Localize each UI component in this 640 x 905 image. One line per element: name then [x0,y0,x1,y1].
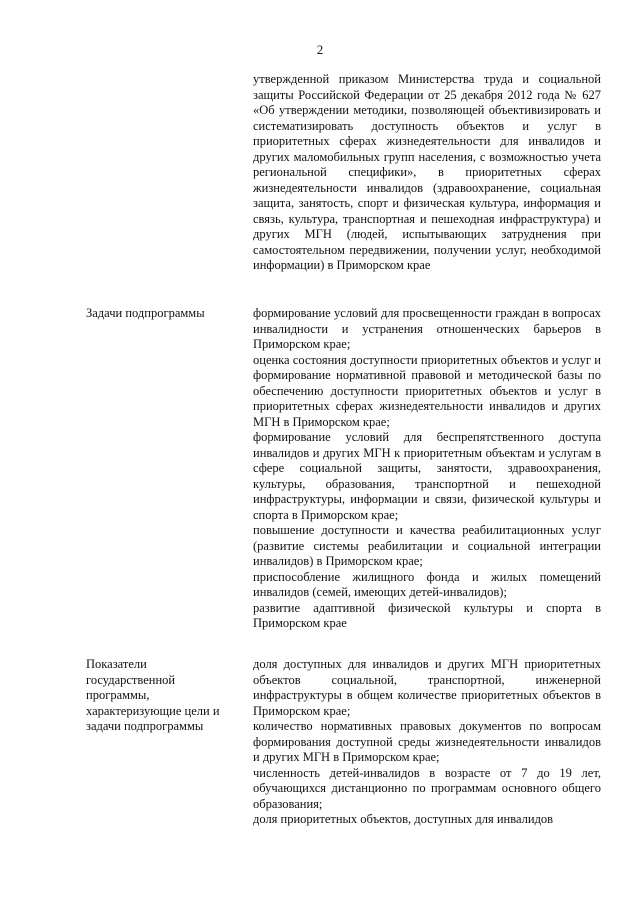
section-content [253,657,601,828]
section-content [253,72,601,274]
page-number: 2 [316,42,324,57]
paragraph: повышение доступности и качества реабилитационных услуг (развитие системы реабилитации и социальной интеграции инвалидов) в Приморском крае; [253,523,601,568]
paragraph: количество нормативных правовых документов по вопросам формирования доступной среды жизнедеятельности инвалидов и других МГН в Приморском крае; [253,719,601,764]
paragraph: развитие адаптивной физической культуры и спорта в Приморском крае [253,600,601,630]
section-label: Показатели государственной программы, характеризующие цели и задачи подпрограммы [86,657,220,733]
paragraph: оценка состояния доступности приоритетных объектов и услуг и формирование нормативной правовой и методической базы по обеспечению доступности приоритетных объектов и услуг в приоритетных сферах жизнедеятельности инвалидов и других МГН в Приморском крае; [253,352,601,429]
paragraph: приспособление жилищного фонда и жилых помещений инвалидов (семей, имеющих детей-инвалидов); [253,569,601,599]
paragraph: формирование условий для просвещенности граждан в вопросах инвалидности и устранения отношенческих барьеров в Приморском крае; [253,306,601,351]
paragraph: доля доступных для инвалидов и других МГН приоритетных объектов социальной, транспортной, инженерной инфраструктуры в общем количестве приоритетных объектов в Приморском крае; [253,657,601,718]
paragraph: утвержденной приказом Министерства труда и социальной защиты Российской Федерации от 25 декабря 2012 года № 627 «Об утверждении методики, позволяющей объективизировать и систематизировать доступность объектов и услуг в приоритетных сферах жизнедеятельности для инвалидов и других маломобильных групп населения, с возможностью учета региональной специфики», в приоритетных сферах жизнедеятельности инвалидов (здравоохранение, социальная защита, занятость, спорт и физическая культура, информация и связь, культура, транспортная и пешеходная инфраструктура) и других МГН (людей, испытывающих затруднения при самостоятельном передвижении, получении услуг, необходимой информации) в Приморском крае [253,72,601,272]
section-label: Задачи подпрограммы [86,306,205,320]
paragraph: формирование условий для беспрепятственного доступа инвалидов и других МГН к приоритетным объектам и услугам в сфере социальной защиты, занятости, здравоохранения, культуры, образования, транспортной и пешеходной инфраструктуры, информации и связи, физической культуры и спорта в Приморском крае; [253,430,601,522]
paragraph: численность детей-инвалидов в возрасте от 7 до 19 лет, обучающихся дистанционно по программам основного общего образования; [253,765,601,811]
section-content [253,306,601,632]
paragraph: доля приоритетных объектов, доступных для инвалидов [253,812,554,826]
